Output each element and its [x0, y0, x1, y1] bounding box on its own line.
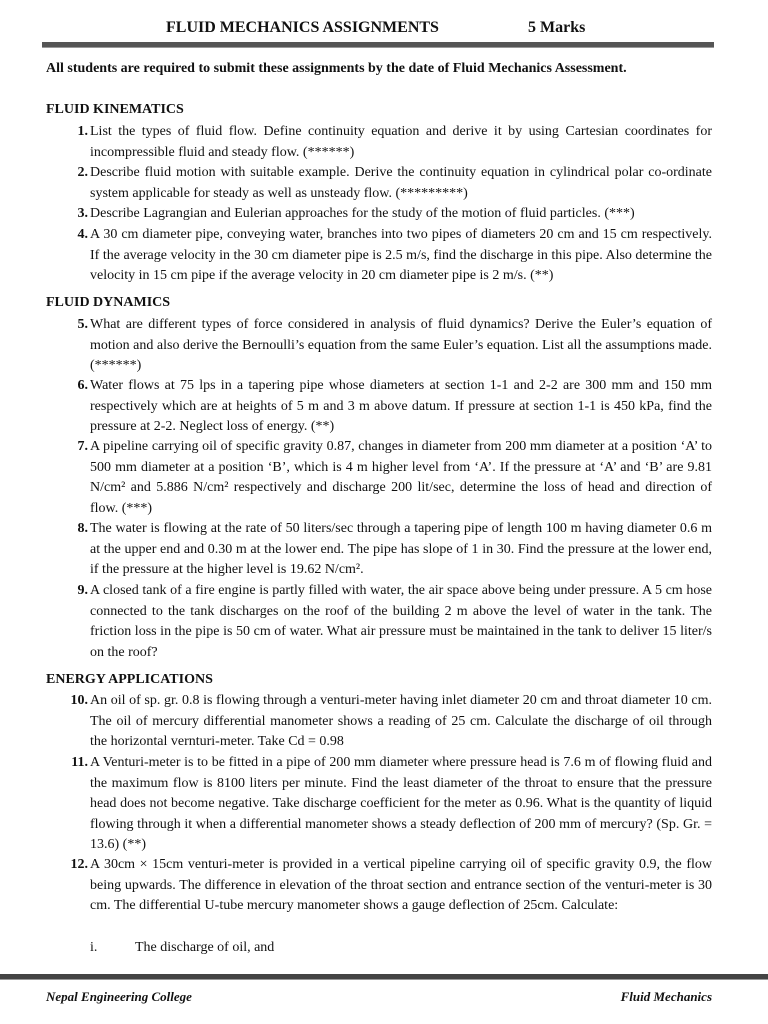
- question-number: 9.: [77, 583, 88, 598]
- question-number: 4.: [77, 227, 88, 242]
- sub-question-number: i.: [90, 940, 98, 955]
- header-rule: [42, 42, 714, 48]
- section-energy-applications: ENERGY APPLICATIONS: [46, 672, 213, 687]
- question-text: Describe Lagrangian and Eulerian approaches for the study of the motion of fluid particles. (***): [90, 206, 635, 221]
- footer-subject: Fluid Mechanics: [620, 989, 712, 1004]
- page-header: [0, 16, 768, 42]
- footer-rule: [0, 974, 768, 980]
- footer-college: Nepal Engineering College: [46, 989, 192, 1004]
- question-text: A pipeline carrying oil of specific gravity 0.87, changes in diameter from 200 mm diameter at a position ‘A’ to 500 mm diameter at a position ‘B’, which is 4 m higher level from ‘A’. If the pressure at ‘A’ and ‘B’ are 9.81 N/cm² and 5.886 N/cm² respectively and discharge 200 lit/sec, determine the loss of head and direction of flow. (***): [90, 439, 712, 516]
- question-text: Water flows at 75 lps in a tapering pipe whose diameters at section 1-1 and 2-2 are 300 mm and 150 mm respectively which are at heights of 5 m and 3 m above datum. If pressure at section 1-1 is 450 kPa, find the pressure at 2-2. Neglect loss of energy. (**): [90, 378, 712, 435]
- question-number: 2.: [77, 165, 88, 180]
- question-number: 7.: [77, 439, 88, 454]
- marks-label: 5 Marks: [528, 19, 586, 36]
- question-number: 12.: [70, 857, 88, 872]
- sub-question-text: The discharge of oil, and: [135, 940, 275, 955]
- question-number: 1.: [77, 124, 88, 139]
- question-number: 8.: [77, 521, 88, 536]
- question-text: List the types of fluid flow. Define continuity equation and derive it by using Cartesian coordinates for incompressible fluid and steady flow. (******): [90, 124, 712, 160]
- question-number: 3.: [77, 206, 88, 221]
- question-text: A Venturi-meter is to be fitted in a pipe of 200 mm diameter where pressure head is 7.6 m of flowing fluid and the maximum flow is 8100 liters per minute. Find the least diameter of the throat to ensure that the pressure head does not become negative. Take discharge coefficient for the meter as 0.96. What is the quantity of liquid flowing through it when a differential manometer shows a steady deflection of 200 mm of mercury? (Sp. Gr. = 13.6) (**): [90, 755, 712, 853]
- question-text: The water is flowing at the rate of 50 liters/sec through a tapering pipe of length 100 m having diameter 0.6 m at the upper end and 0.30 m at the lower end. The pipe has slope of 1 in 30. Find the pressure at the lower end, if the pressure at the higher level is 19.62 N/cm².: [90, 521, 712, 578]
- question-text: Describe fluid motion with suitable example. Derive the continuity equation in cylindrical polar co-ordinate system applicable for steady as well as unsteady flow. (*********): [90, 165, 712, 201]
- question-text: A 30cm × 15cm venturi-meter is provided in a vertical pipeline carrying oil of specific gravity 0.9, the flow being upwards. The difference in elevation of the throat section and entrance section of the venturi-meter is 30 cm. The differential U-tube mercury manometer shows a gauge deflection of 25cm. Calculate:: [90, 857, 712, 914]
- submission-notice: All students are required to submit these assignments by the date of Fluid Mechanics Assessment.: [46, 61, 627, 76]
- section-fluid-kinematics: FLUID KINEMATICS: [46, 102, 184, 117]
- question-number: 10.: [70, 693, 88, 708]
- question-number: 11.: [71, 755, 88, 770]
- question-text: What are different types of force considered in analysis of fluid dynamics? Derive the Euler’s equation of motion and also derive the Bernoulli’s equation from the same Euler’s equation. List all the assumptions made. (******): [90, 317, 712, 374]
- question-text: A 30 cm diameter pipe, conveying water, branches into two pipes of diameters 20 cm and 15 cm respectively. If the average velocity in the 30 cm diameter pipe is 2.5 m/s, find the discharge in this pipe. Also determine the velocity in 15 cm pipe if the average velocity in 20 cm diameter pipe is 2 m/s. (**): [90, 227, 712, 284]
- question-text: An oil of sp. gr. 0.8 is flowing through a venturi-meter having inlet diameter 20 cm and throat diameter 10 cm. The oil of mercury differential manometer shows a reading of 25 cm. Calculate the discharge of oil through the horizontal vernturi-meter. Take Cd = 0.98: [90, 693, 712, 750]
- section-fluid-dynamics: FLUID DYNAMICS: [46, 295, 171, 310]
- question-number: 5.: [77, 317, 88, 332]
- document-title: FLUID MECHANICS ASSIGNMENTS: [166, 19, 439, 36]
- question-text: A closed tank of a fire engine is partly filled with water, the air space above being under pressure. A 5 cm hose connected to the tank discharges on the roof of the building 2 m above the level of water in the tank. The friction loss in the pipe is 50 cm of water. What air pressure must be maintained in the tank to deliver 15 liter/s on the roof?: [90, 583, 712, 660]
- question-number: 6.: [77, 378, 88, 393]
